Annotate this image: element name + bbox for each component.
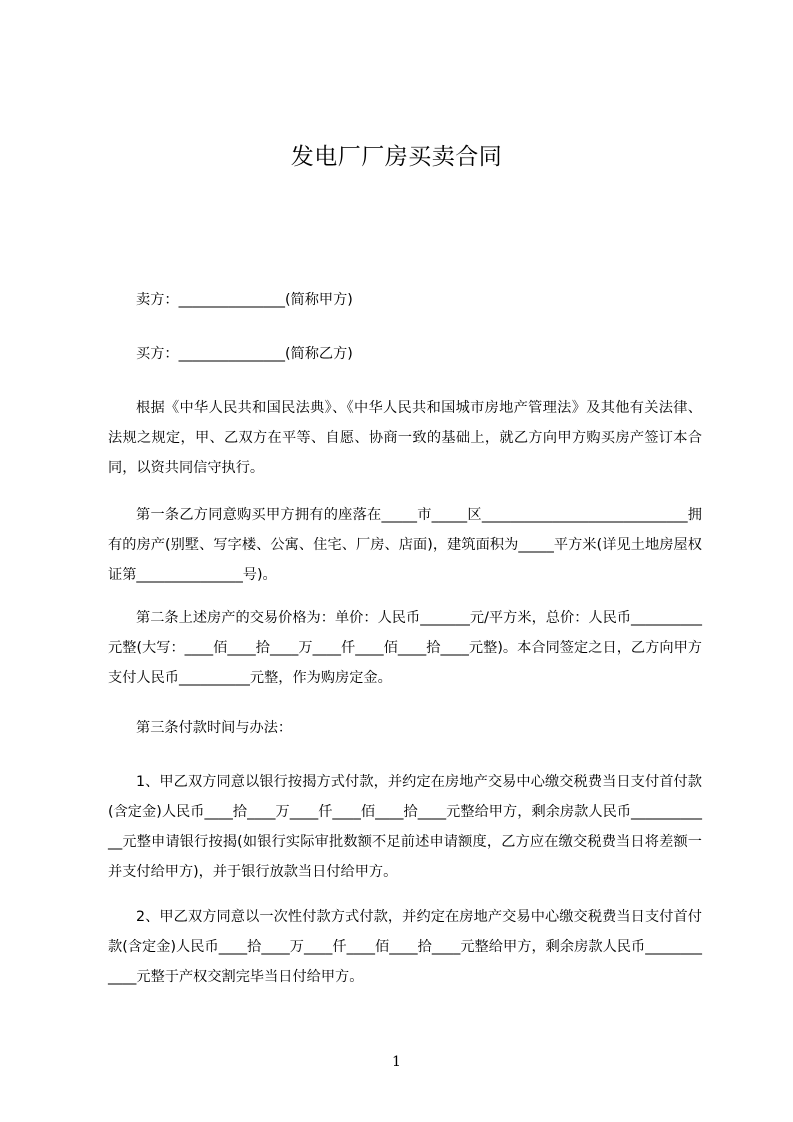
page-number: 1	[392, 1054, 401, 1070]
seller-line: 卖方：_______________(简称甲方)	[136, 292, 353, 308]
article-3-heading: 第三条付款时间与办法：	[136, 720, 293, 736]
buyer-line: 买方：_______________(简称乙方)	[136, 346, 353, 362]
payment-method-1-paragraph: 1、甲乙双方同意以银行按揭方式付款，并约定在房地产交易中心缴交税费当日支付首付款(含定金)人民币____拾____万____仟____佰____拾____元整给甲方，剩余房款人民币____________元整申请银行按揭(如银行实际审批数额不足前述申请额度，乙方应在缴交税费当日将差额一并支付给甲方)，并于银行放款当日付给甲方。	[108, 774, 702, 880]
article-1-paragraph: 第一条乙方同意购买甲方拥有的座落在_____市_____区_____________________________拥有的房产(别墅、写字楼、公寓、住宅、厂房、店面)，建筑面积为_____平方米(详见土地房屋权证第_______________号)。	[108, 507, 702, 583]
preamble-paragraph: 根据《中华人民共和国民法典》、《中华人民共和国城市房地产管理法》及其他有关法律、法规之规定，甲、乙双方在平等、自愿、协商一致的基础上，就乙方向甲方购买房产签订本合同，以资共同信守执行。	[108, 400, 702, 476]
payment-method-2-paragraph: 2、甲乙双方同意以一次性付款方式付款，并约定在房地产交易中心缴交税费当日支付首付款(含定金)人民币____拾____万____仟____佰____拾____元整给甲方，剩余房款人民币____________元整于产权交割完毕当日付给甲方。	[108, 909, 702, 985]
page-title: 发电厂厂房买卖合同	[290, 144, 503, 170]
article-2-paragraph: 第二条上述房产的交易价格为：单价：人民币_______元/平方米，总价：人民币__________元整(大写：____佰____拾____万____仟____佰____拾____元整)。本合同签定之日，乙方向甲方支付人民币__________元整，作为购房定金。	[108, 610, 702, 686]
